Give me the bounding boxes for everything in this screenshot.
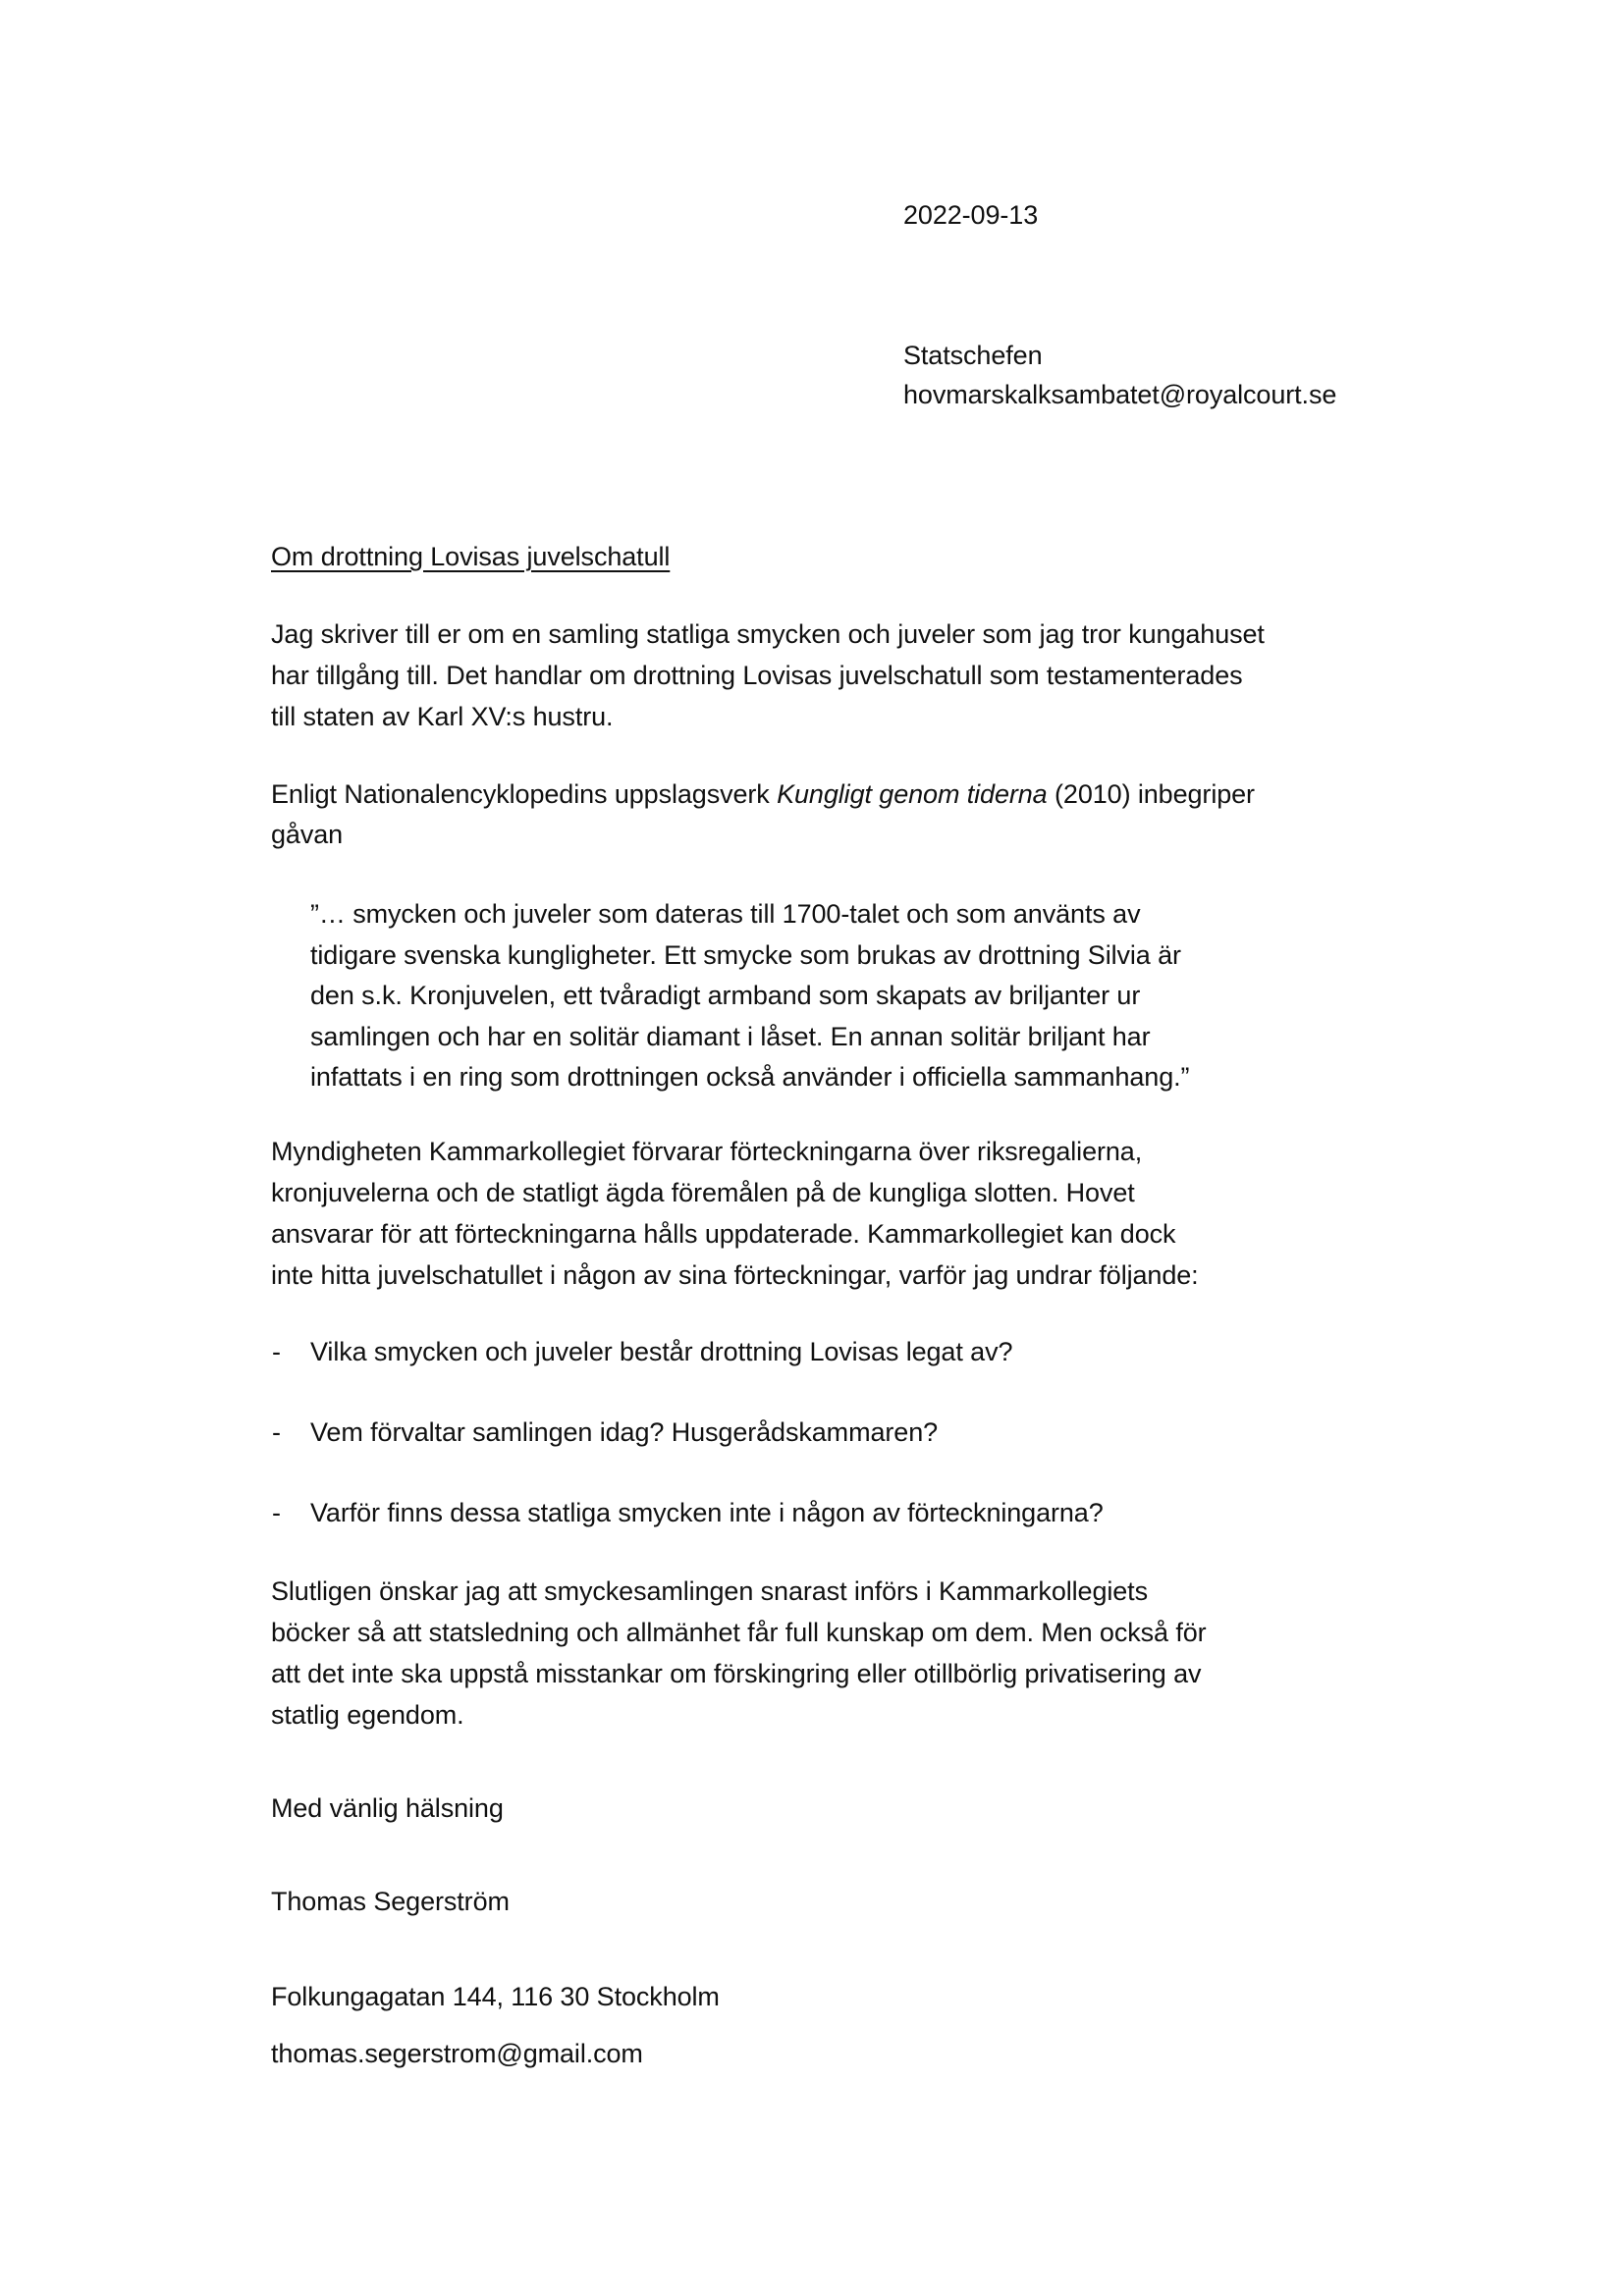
sender-name: Thomas Segerström [271,1887,510,1916]
paragraph-line: att det inte ska uppstå misstankar om förskingring eller otillbörlig privatisering av [271,1659,1202,1688]
bullet-dash-icon: - [272,1417,281,1447]
quote-line: samlingen och har en solitär diamant i låset. En annan solitär briljant har [310,1022,1151,1051]
letter-subject: Om drottning Lovisas juvelschatull [271,542,671,571]
recipient-email: hovmarskalksambatet@royalcourt.se [903,380,1337,409]
sender-address: Folkungagatan 144, 116 30 Stockholm [271,1982,720,2011]
paragraph-line: Jag skriver till er om en samling statliga smycken och juveler som jag tror kungahuset [271,619,1265,649]
bullet-dash-icon: - [272,1337,281,1366]
quote-line: infattats i en ring som drottningen också använder i officiella sammanhang.” [310,1062,1190,1092]
bullet-dash-icon: - [272,1498,281,1527]
source-text: Enligt Nationalencyklopedins uppslagsverk [271,779,778,809]
closing-greeting: Med vänlig hälsning [271,1793,504,1823]
paragraph-line: ansvarar för att förteckningarna hålls uppdaterade. Kammarkollegiet kan dock [271,1219,1176,1249]
question-text: Varför finns dessa statliga smycken inte i någon av förteckningarna? [310,1498,1104,1527]
paragraph-line [271,777,1255,811]
quote-line: den s.k. Kronjuvelen, ett tvåradigt armband som skapats av briljanter ur [310,981,1141,1010]
paragraph-line: statlig egendom. [271,1700,464,1730]
book-title: Kungligt genom tiderna [777,779,1048,809]
paragraph-line: böcker så att statsledning och allmänhet får full kunskap om dem. Men också för [271,1618,1207,1647]
paragraph-line: inte hitta juvelschatullet i någon av sina förteckningar, varför jag undrar följande: [271,1260,1199,1290]
paragraph-line: gåvan [271,820,344,849]
question-text: Vem förvaltar samlingen idag? Husgerådskammaren? [310,1417,939,1447]
paragraph-line: kronjuvelerna och de statligt ägda föremålen på de kungliga slotten. Hovet [271,1178,1135,1207]
letter-date: 2022-09-13 [903,200,1039,230]
quote-line: ”… smycken och juveler som dateras till 1700-talet och som använts av [310,899,1141,929]
paragraph-line: till staten av Karl XV:s hustru. [271,702,614,731]
question-text: Vilka smycken och juveler består drottning Lovisas legat av? [310,1337,1013,1366]
paragraph-line: har tillgång till. Det handlar om drottning Lovisas juvelschatull som testamenterades [271,661,1243,690]
source-text: (2010) inbegriper [1047,779,1255,809]
sender-email: thomas.segerstrom@gmail.com [271,2039,643,2068]
recipient-name: Statschefen [903,341,1043,370]
quote-line: tidigare svenska kungligheter. Ett smycke som brukas av drottning Silvia är [310,940,1181,970]
paragraph-line: Slutligen önskar jag att smyckesamlingen snarast införs i Kammarkollegiets [271,1576,1148,1606]
paragraph-line: Myndigheten Kammarkollegiet förvarar förteckningarna över riksregalierna, [271,1137,1143,1166]
